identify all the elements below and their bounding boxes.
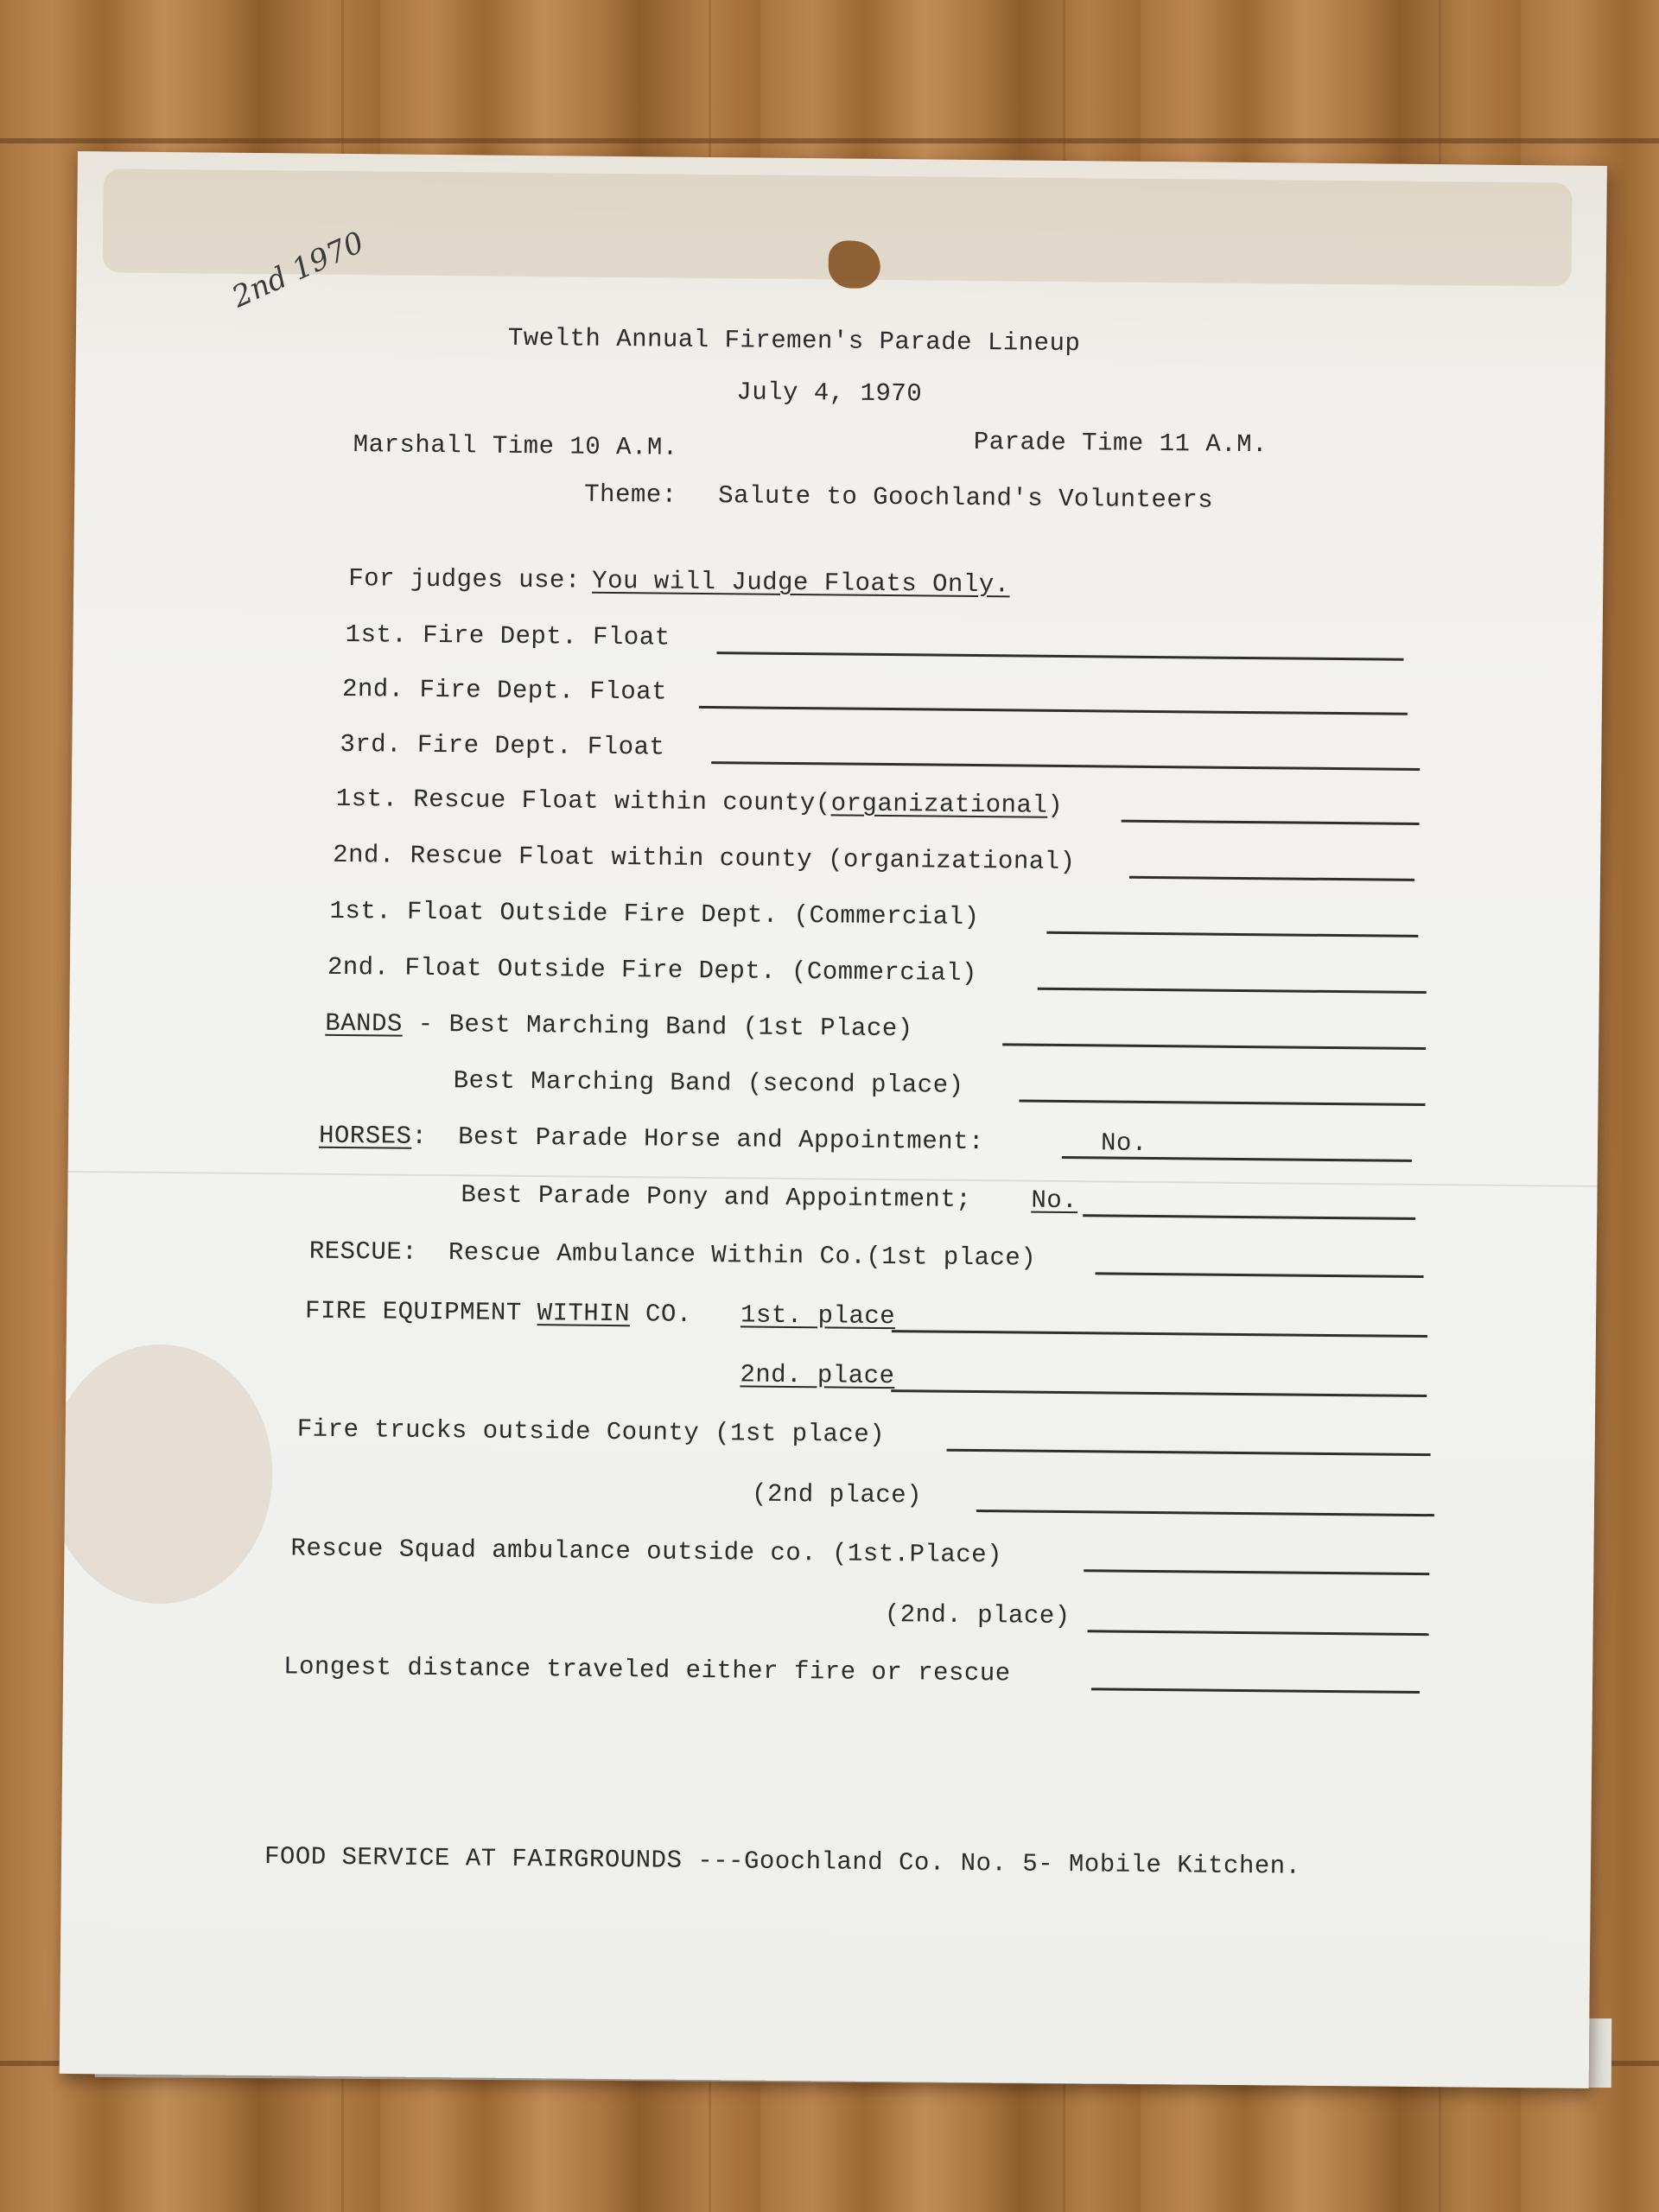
- entry-blank: [1046, 931, 1418, 938]
- water-stain: [47, 1344, 274, 1605]
- entry-blank: [699, 706, 1408, 715]
- entry-blank: [711, 761, 1420, 771]
- entry-label: 2nd. Rescue Float within county (organizational): [333, 840, 1076, 877]
- entry-blank: [1062, 1156, 1412, 1162]
- entry-blank: [892, 1330, 1427, 1338]
- entry-label: (2nd place): [751, 1479, 923, 1510]
- entry-label: 2nd. Float Outside Fire Dept. (Commercial): [327, 952, 977, 988]
- section-within: WITHIN: [537, 1299, 631, 1329]
- entry-label: Fire trucks outside County (1st place): [296, 1414, 886, 1450]
- parade-time: Parade Time 11 A.M.: [973, 427, 1268, 460]
- entry-blank: [1084, 1569, 1429, 1575]
- theme-label: Theme:: [584, 480, 677, 510]
- floor-seam-top: [0, 138, 1659, 143]
- entry-blank: [1122, 820, 1420, 825]
- entry-blank: [1083, 1214, 1415, 1220]
- entry-row: [325, 1009, 913, 1044]
- entry-label: CO.: [629, 1300, 692, 1329]
- section-bands: BANDS: [325, 1008, 403, 1039]
- entry-label: : Best Parade Horse and Appointment:: [411, 1122, 985, 1157]
- entry-fill: No.: [1100, 1128, 1147, 1158]
- handwritten-note: 2nd 1970: [226, 225, 370, 315]
- entry-blank: [976, 1510, 1434, 1516]
- entry-row: [336, 785, 1064, 820]
- entry-fill: No.: [1031, 1185, 1078, 1216]
- parade-date: July 4, 1970: [736, 378, 923, 409]
- entry-blank: [891, 1389, 1427, 1397]
- entry-label: Longest distance traveled either fire or rescue: [283, 1652, 1011, 1688]
- entry-row: [319, 1122, 984, 1156]
- footer-note: FOOD SERVICE AT FAIRGROUNDS ---Goochland Co. No. 5- Mobile Kitchen.: [264, 1842, 1301, 1881]
- entry-label: 1st. Float Outside Fire Dept. (Commercial): [329, 896, 980, 932]
- marshall-time: Marshall Time 10 A.M.: [353, 430, 678, 462]
- entry-label: RESCUE: Rescue Ambulance Within Co.(1st place): [308, 1236, 1037, 1273]
- entry-blank: [947, 1449, 1431, 1456]
- judges-instruction: You will Judge Floats Only.: [592, 566, 1010, 600]
- entry-label: (2nd. place): [884, 1600, 1071, 1631]
- theme-value: Salute to Goochland's Volunteers: [718, 481, 1214, 515]
- entry-blank: [1096, 1272, 1424, 1278]
- entry-blank: [1091, 1688, 1420, 1694]
- entry-fill: 2nd. place: [740, 1360, 895, 1391]
- entry-blank: [1002, 1043, 1426, 1050]
- entry-blank: [1038, 988, 1427, 994]
- page-title: Twelth Annual Firemen's Parade Lineup: [507, 323, 1081, 359]
- entry-prefix: FIRE EQUIPMENT: [304, 1296, 537, 1328]
- entry-blank: [1019, 1100, 1425, 1107]
- entry-suffix: ): [1047, 791, 1064, 820]
- entry-underlined: organizational: [830, 789, 1048, 820]
- section-horses: HORSES: [318, 1121, 412, 1151]
- entry-label: - Best Marching Band (1st Place): [402, 1009, 913, 1044]
- entry-label: 3rd. Fire Dept. Float: [340, 729, 665, 762]
- entry-label: Best Parade Pony and Appointment;: [461, 1180, 972, 1214]
- entry-label: 1st. Fire Dept. Float: [345, 620, 671, 652]
- entry-blank: [716, 652, 1403, 661]
- entry-fill: 1st. place: [740, 1300, 896, 1332]
- entry-label: 2nd. Fire Dept. Float: [341, 674, 668, 707]
- entry-blank: [1088, 1630, 1429, 1636]
- entry-row: [305, 1297, 692, 1329]
- entry-blank: [1129, 876, 1414, 881]
- judges-label: For judges use:: [348, 564, 581, 595]
- entry-label: 1st. Rescue Float within county(: [335, 784, 831, 818]
- document-sheet: [60, 151, 1607, 2088]
- entry-label: Rescue Squad ambulance outside co. (1st.Place): [290, 1534, 1003, 1570]
- entry-label: Best Marching Band (second place): [453, 1066, 964, 1100]
